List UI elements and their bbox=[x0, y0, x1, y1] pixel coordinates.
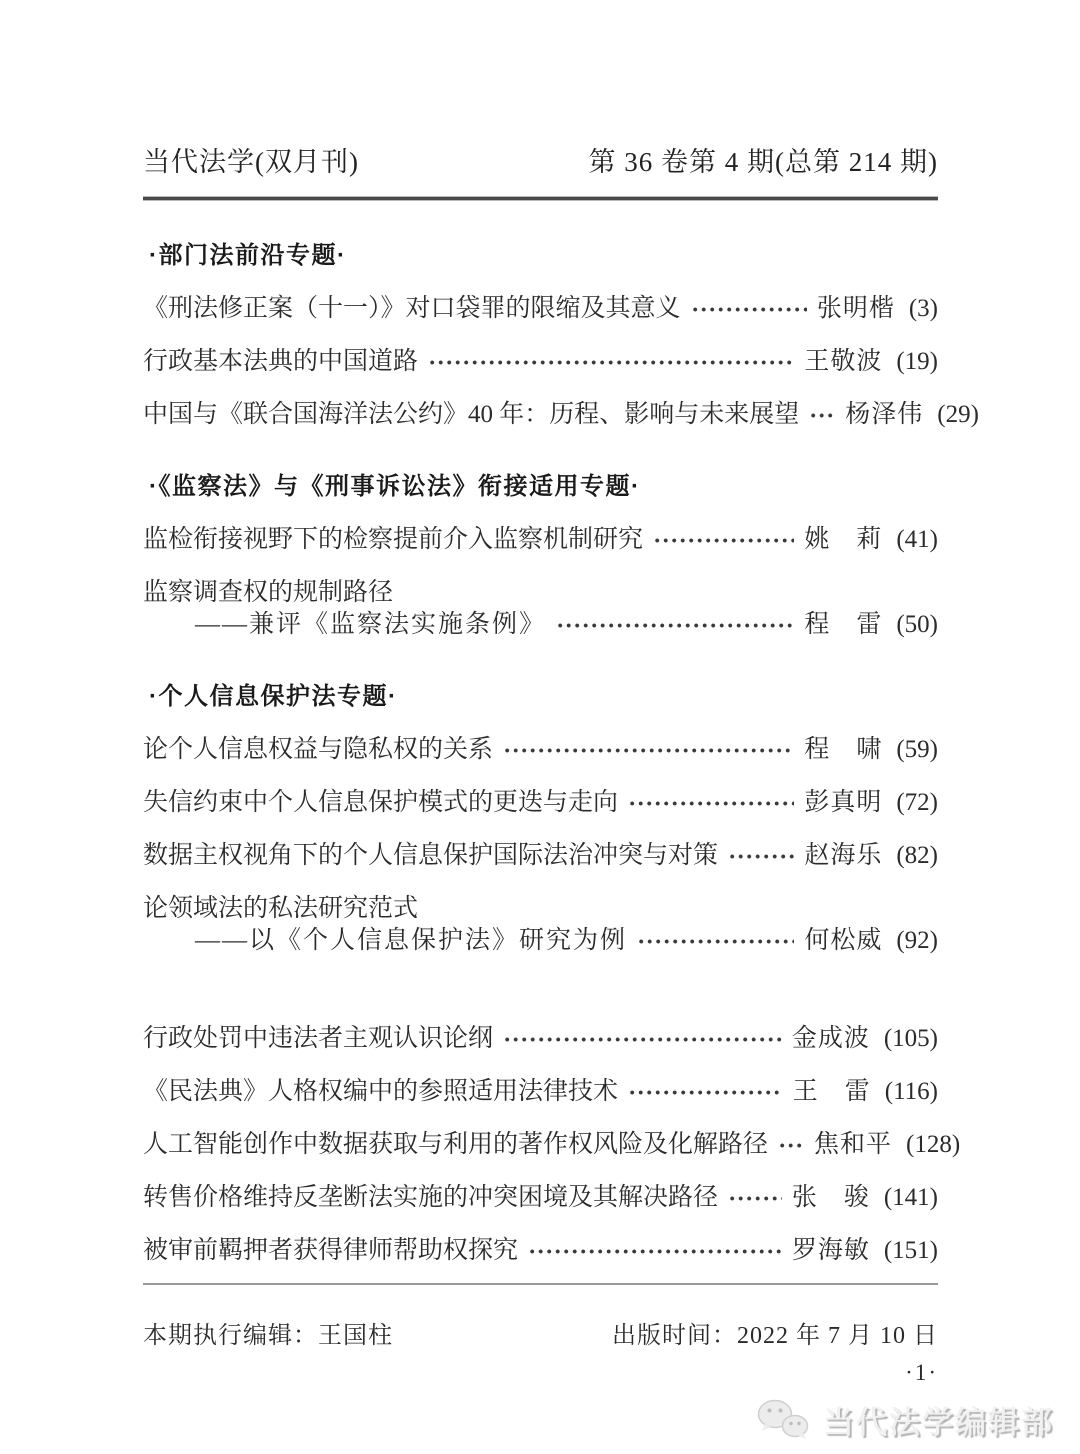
toc-entry bbox=[143, 893, 938, 957]
article-title: 失信约束中个人信息保护模式的更迭与走向 bbox=[143, 789, 619, 816]
entry-line bbox=[143, 840, 938, 872]
article-page: (128) bbox=[906, 1131, 961, 1158]
journal-title: 当代法学(双月刊) bbox=[143, 147, 359, 177]
article-title: 被审前羁押者获得律师帮助权探究 bbox=[143, 1237, 519, 1264]
article-title: 监检衔接视野下的检察提前介入监察机制研究 bbox=[143, 526, 644, 553]
article-title: 《民法典》人格权编中的参照适用法律技术 bbox=[143, 1078, 619, 1105]
issue-info: 第 36 卷第 4 期(总第 214 期) bbox=[588, 147, 938, 177]
entry-line bbox=[143, 577, 938, 609]
article-page: (105) bbox=[883, 1025, 938, 1052]
article-page: (59) bbox=[896, 736, 938, 763]
toc-entry bbox=[143, 399, 979, 431]
entry-line bbox=[143, 1182, 938, 1214]
dot-leader bbox=[811, 403, 835, 428]
dot-leader bbox=[730, 844, 794, 869]
article-page: (141) bbox=[883, 1184, 938, 1211]
toc-section bbox=[143, 1023, 961, 1267]
toc-entry bbox=[143, 577, 938, 641]
article-author: 何松威 bbox=[804, 927, 883, 954]
toc-section bbox=[143, 240, 979, 431]
publication-date: 出版时间：2022 年 7 月 10 日 bbox=[612, 1323, 938, 1349]
article-page: (151) bbox=[883, 1237, 938, 1264]
article-author: 程 啸 bbox=[804, 736, 883, 763]
wechat-icon bbox=[755, 1398, 811, 1442]
toc-section bbox=[143, 471, 938, 641]
toc-section bbox=[143, 681, 938, 957]
page-footer bbox=[143, 1315, 938, 1350]
section-entries bbox=[143, 293, 979, 431]
section-entries bbox=[143, 1023, 961, 1267]
toc-page bbox=[143, 0, 979, 1386]
article-page: (82) bbox=[896, 842, 938, 869]
section-entries bbox=[143, 734, 938, 957]
entry-subline bbox=[143, 925, 938, 957]
entry-line bbox=[143, 346, 938, 378]
section-heading: ·《监察法》与《刑事诉讼法》衔接适用专题· bbox=[149, 473, 641, 500]
watermark-text: 当代法学编辑部 bbox=[823, 1405, 1054, 1440]
dot-leader bbox=[530, 1239, 782, 1264]
article-subtitle: ——以《个人信息保护法》研究为例 bbox=[195, 927, 628, 954]
article-author: 王 雷 bbox=[792, 1078, 871, 1105]
entry-line bbox=[143, 399, 979, 431]
executive-editor: 本期执行编辑：王国柱 bbox=[143, 1323, 393, 1349]
entry-line bbox=[143, 293, 938, 325]
toc-entry bbox=[143, 840, 938, 872]
dot-leader bbox=[630, 791, 794, 816]
article-author: 王敬波 bbox=[804, 348, 883, 375]
entry-line bbox=[143, 1023, 938, 1055]
toc-entry bbox=[143, 293, 938, 325]
entry-line bbox=[143, 1235, 938, 1267]
header-rule bbox=[143, 197, 938, 200]
toc-entry bbox=[143, 346, 938, 378]
article-title: 中国与《联合国海洋法公约》40 年：历程、影响与未来展望 bbox=[143, 401, 800, 428]
article-author: 罗海敏 bbox=[791, 1237, 870, 1264]
section-heading: ·个人信息保护法专题· bbox=[149, 683, 398, 710]
article-page: (3) bbox=[908, 295, 938, 322]
dot-leader bbox=[505, 738, 794, 763]
toc-entry bbox=[143, 524, 938, 556]
dot-leader bbox=[505, 1027, 782, 1052]
page-number: ·1· bbox=[905, 1360, 938, 1385]
toc-entry bbox=[143, 734, 938, 766]
dot-leader bbox=[693, 297, 807, 322]
watermark bbox=[755, 1397, 1054, 1442]
entry-subline bbox=[143, 609, 938, 641]
entry-line bbox=[143, 1076, 938, 1108]
article-author: 赵海乐 bbox=[804, 842, 883, 869]
article-title: 论个人信息权益与隐私权的关系 bbox=[143, 736, 494, 763]
table-of-contents bbox=[143, 240, 979, 1267]
article-author: 张 骏 bbox=[791, 1184, 870, 1211]
toc-entry bbox=[143, 787, 938, 819]
entry-line bbox=[143, 1129, 961, 1161]
article-page: (50) bbox=[896, 611, 938, 638]
article-title: 行政基本法典的中国道路 bbox=[143, 348, 419, 375]
toc-entry bbox=[143, 1182, 938, 1214]
article-title: 转售价格维持反垄断法实施的冲突困境及其解决路径 bbox=[143, 1184, 719, 1211]
article-author: 焦和平 bbox=[814, 1131, 893, 1158]
article-title: 论领域法的私法研究范式 bbox=[143, 895, 419, 922]
toc-entry bbox=[143, 1023, 938, 1055]
article-page: (116) bbox=[884, 1078, 938, 1105]
entry-line bbox=[143, 734, 938, 766]
article-title: 《刑法修正案（十一）》对口袋罪的限缩及其意义 bbox=[143, 295, 681, 322]
entry-line bbox=[143, 787, 938, 819]
article-author: 张明楷 bbox=[816, 295, 895, 322]
article-author: 杨泽伟 bbox=[845, 401, 924, 428]
article-author: 程 雷 bbox=[804, 611, 883, 638]
article-page: (92) bbox=[896, 927, 938, 954]
article-page: (41) bbox=[896, 526, 938, 553]
dot-leader bbox=[655, 528, 794, 553]
article-title: 行政处罚中违法者主观认识论纲 bbox=[143, 1025, 494, 1052]
article-title: 监察调查权的规制路径 bbox=[143, 579, 394, 606]
dot-leader bbox=[730, 1186, 782, 1211]
article-page: (29) bbox=[937, 401, 979, 428]
entry-line bbox=[143, 893, 938, 925]
dot-leader bbox=[630, 1080, 783, 1105]
toc-entry bbox=[143, 1076, 938, 1108]
article-author: 金成波 bbox=[791, 1025, 870, 1052]
article-author: 彭真明 bbox=[804, 789, 883, 816]
dot-leader bbox=[639, 929, 794, 954]
article-author: 姚 莉 bbox=[804, 526, 883, 553]
section-heading: ·部门法前沿专题· bbox=[149, 242, 347, 269]
article-page: (19) bbox=[896, 348, 938, 375]
toc-entry bbox=[143, 1235, 938, 1267]
article-page: (72) bbox=[896, 789, 938, 816]
footer-rule bbox=[143, 1283, 938, 1285]
article-title: 人工智能创作中数据获取与利用的著作权风险及化解路径 bbox=[143, 1131, 769, 1158]
toc-entry bbox=[143, 1129, 961, 1161]
dot-leader bbox=[558, 613, 794, 638]
article-subtitle: ——兼评《监察法实施条例》 bbox=[195, 611, 547, 638]
dot-leader bbox=[430, 350, 794, 375]
page-header bbox=[143, 140, 938, 179]
article-title: 数据主权视角下的个人信息保护国际法治冲突与对策 bbox=[143, 842, 719, 869]
section-entries bbox=[143, 524, 938, 641]
dot-leader bbox=[780, 1133, 804, 1158]
entry-line bbox=[143, 524, 938, 556]
